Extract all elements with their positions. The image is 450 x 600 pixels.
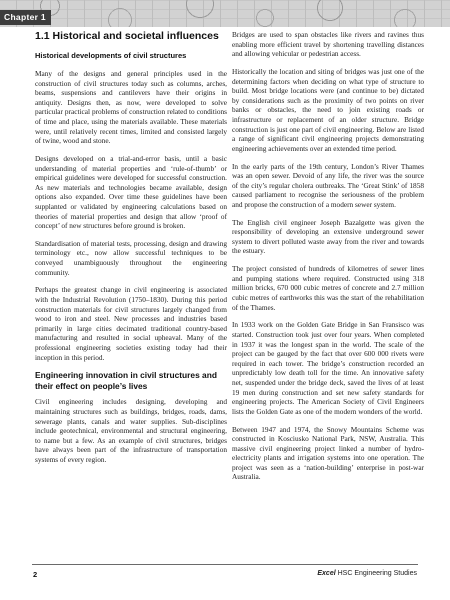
publisher-brand: Excel bbox=[317, 570, 336, 577]
paragraph: Historically the location and siting of bridges was just one of the determining factors when deciding on what type of structure to build. Most bridge locations were (and continue to be) dictated by considerations such as the proximity of two points on river banks or obstacles, the need to join existing roads or infrastructure or replacement of an older structure. Bridge construction is just one part of civil engineering. Below are listed a range of significant civil engineering projects demonstrating engineering achievements over an extended time period. bbox=[232, 66, 424, 153]
chapter-banner bbox=[0, 0, 450, 27]
footer-book-title bbox=[317, 570, 417, 577]
paragraph: In the early parts of the 19th century, London’s River Thames was an open sewer. Devoid of any life, the river was the source of the city’s regular cholera outbreaks. The ‘Great Stink’ of 1858 caused parliament to recognise the seriousness of the problem and propose the construction of a modern sewer system. bbox=[232, 161, 424, 209]
paragraph: Civil engineering includes designing, developing and maintaining structures such as buildings, bridges, roads, dams, sewerage plants, canals and water supplies. Sub-disciplines include geotechnical, environmental and structural engineering, to name but a few. As an example of civil structures, bridges have always been part of the infrastructure of transportation systems of every region. bbox=[35, 397, 227, 464]
footer-divider bbox=[32, 564, 418, 565]
subheading-engineering-innovation: Engineering innovation in civil structures and their effect on people’s lives bbox=[35, 370, 217, 392]
paragraph: Designs developed on a trial-and-error basis, until a basic understanding of material properties and ‘rule-of-thumb’ or empirical guidelines were developed for successful construction. As new materials and technologies became available, design options also expanded. Over time these guidelines have been supplanted or validated by engineering calculations based on theories of material properties and design that allow ‘proof of concept’ of new structures before ground is broken. bbox=[35, 153, 227, 231]
chapter-label: Chapter 1 bbox=[0, 10, 51, 25]
paragraph: Perhaps the greatest change in civil engineering is associated with the Industrial Revolution (1750–1830). During this period construction materials for civil structures largely changed from wood to iron and steel. New processes and industries based primarily in large cities decimated traditional country-based manufacturing and resulted in social upheaval. Many of the professional engineering societies existing today had their inception in this period. bbox=[35, 285, 227, 362]
book-title: HSC Engineering Studies bbox=[337, 570, 417, 577]
paragraph: The project consisted of hundreds of kilometres of sewer lines and pumping stations where required. Constructed using 318 million bricks, 670 000 cubic metres of concrete and 2.7 million cubic metres of earthworks this was the start of the rehabilitation of the Thames. bbox=[232, 264, 424, 312]
section-title: 1.1 Historical and societal influences bbox=[35, 30, 219, 42]
paragraph: Bridges are used to span obstacles like rivers and ravines thus enabling more efficient travel by shortening travelling distances and allowing vehicular or pedestrian access. bbox=[232, 30, 424, 59]
page-number: 2 bbox=[33, 570, 38, 579]
paragraph: The English civil engineer Joseph Bazalgette was given the responsibility of developing an extensive underground sewer system to divert polluted waste away from the river and towards the estuary. bbox=[232, 217, 424, 256]
right-column bbox=[232, 30, 424, 490]
paragraph: Many of the designs and general principles used in the construction of civil structures today such as columns, arches, beams, suspensions and cantilevers have their origins in antiquity. Designs then, as now, were developed to solve particular practical problems of construction related to conditions of time and place, using the materials available. These materials were, until relatively recent times, limited and consisted largely of twine, wood and stone. bbox=[35, 69, 227, 146]
paragraph: In 1933 work on the Golden Gate Bridge in San Fransisco was started. Construction took just over four years. When completed in 1937 it was the longest span in the world. The scale of the project can be gauged by the fact that over 600 000 rivets were required in each tower. The bridge’s construction recorded an unpredictably low death toll for the time. An innovative safety net, suspended under the bridge deck, saved the lives of at least 19 men during construction and set new safety standards for engineering projects. The American Society of Civil Engineers lists the Golden Gate as one of the modern wonders of the world. bbox=[232, 320, 424, 416]
paragraph: Between 1947 and 1974, the Snowy Mountains Scheme was constructed in Kosciusko National Park, NSW, Australia. This massive civil engineering project linked a number of hydro-electricity plants and irrigation systems into one operation. The project was seen as a ‘nation-building’ enterprise in post-war Australia. bbox=[232, 424, 424, 482]
left-column bbox=[35, 30, 227, 473]
subheading-historical-developments: Historical developments of civil structures bbox=[35, 51, 187, 60]
paragraph: Standardisation of material tests, processing, design and drawing terminology etc., now allow successful techniques to be conveyed unambiguously throughout the engineering community. bbox=[35, 238, 227, 277]
